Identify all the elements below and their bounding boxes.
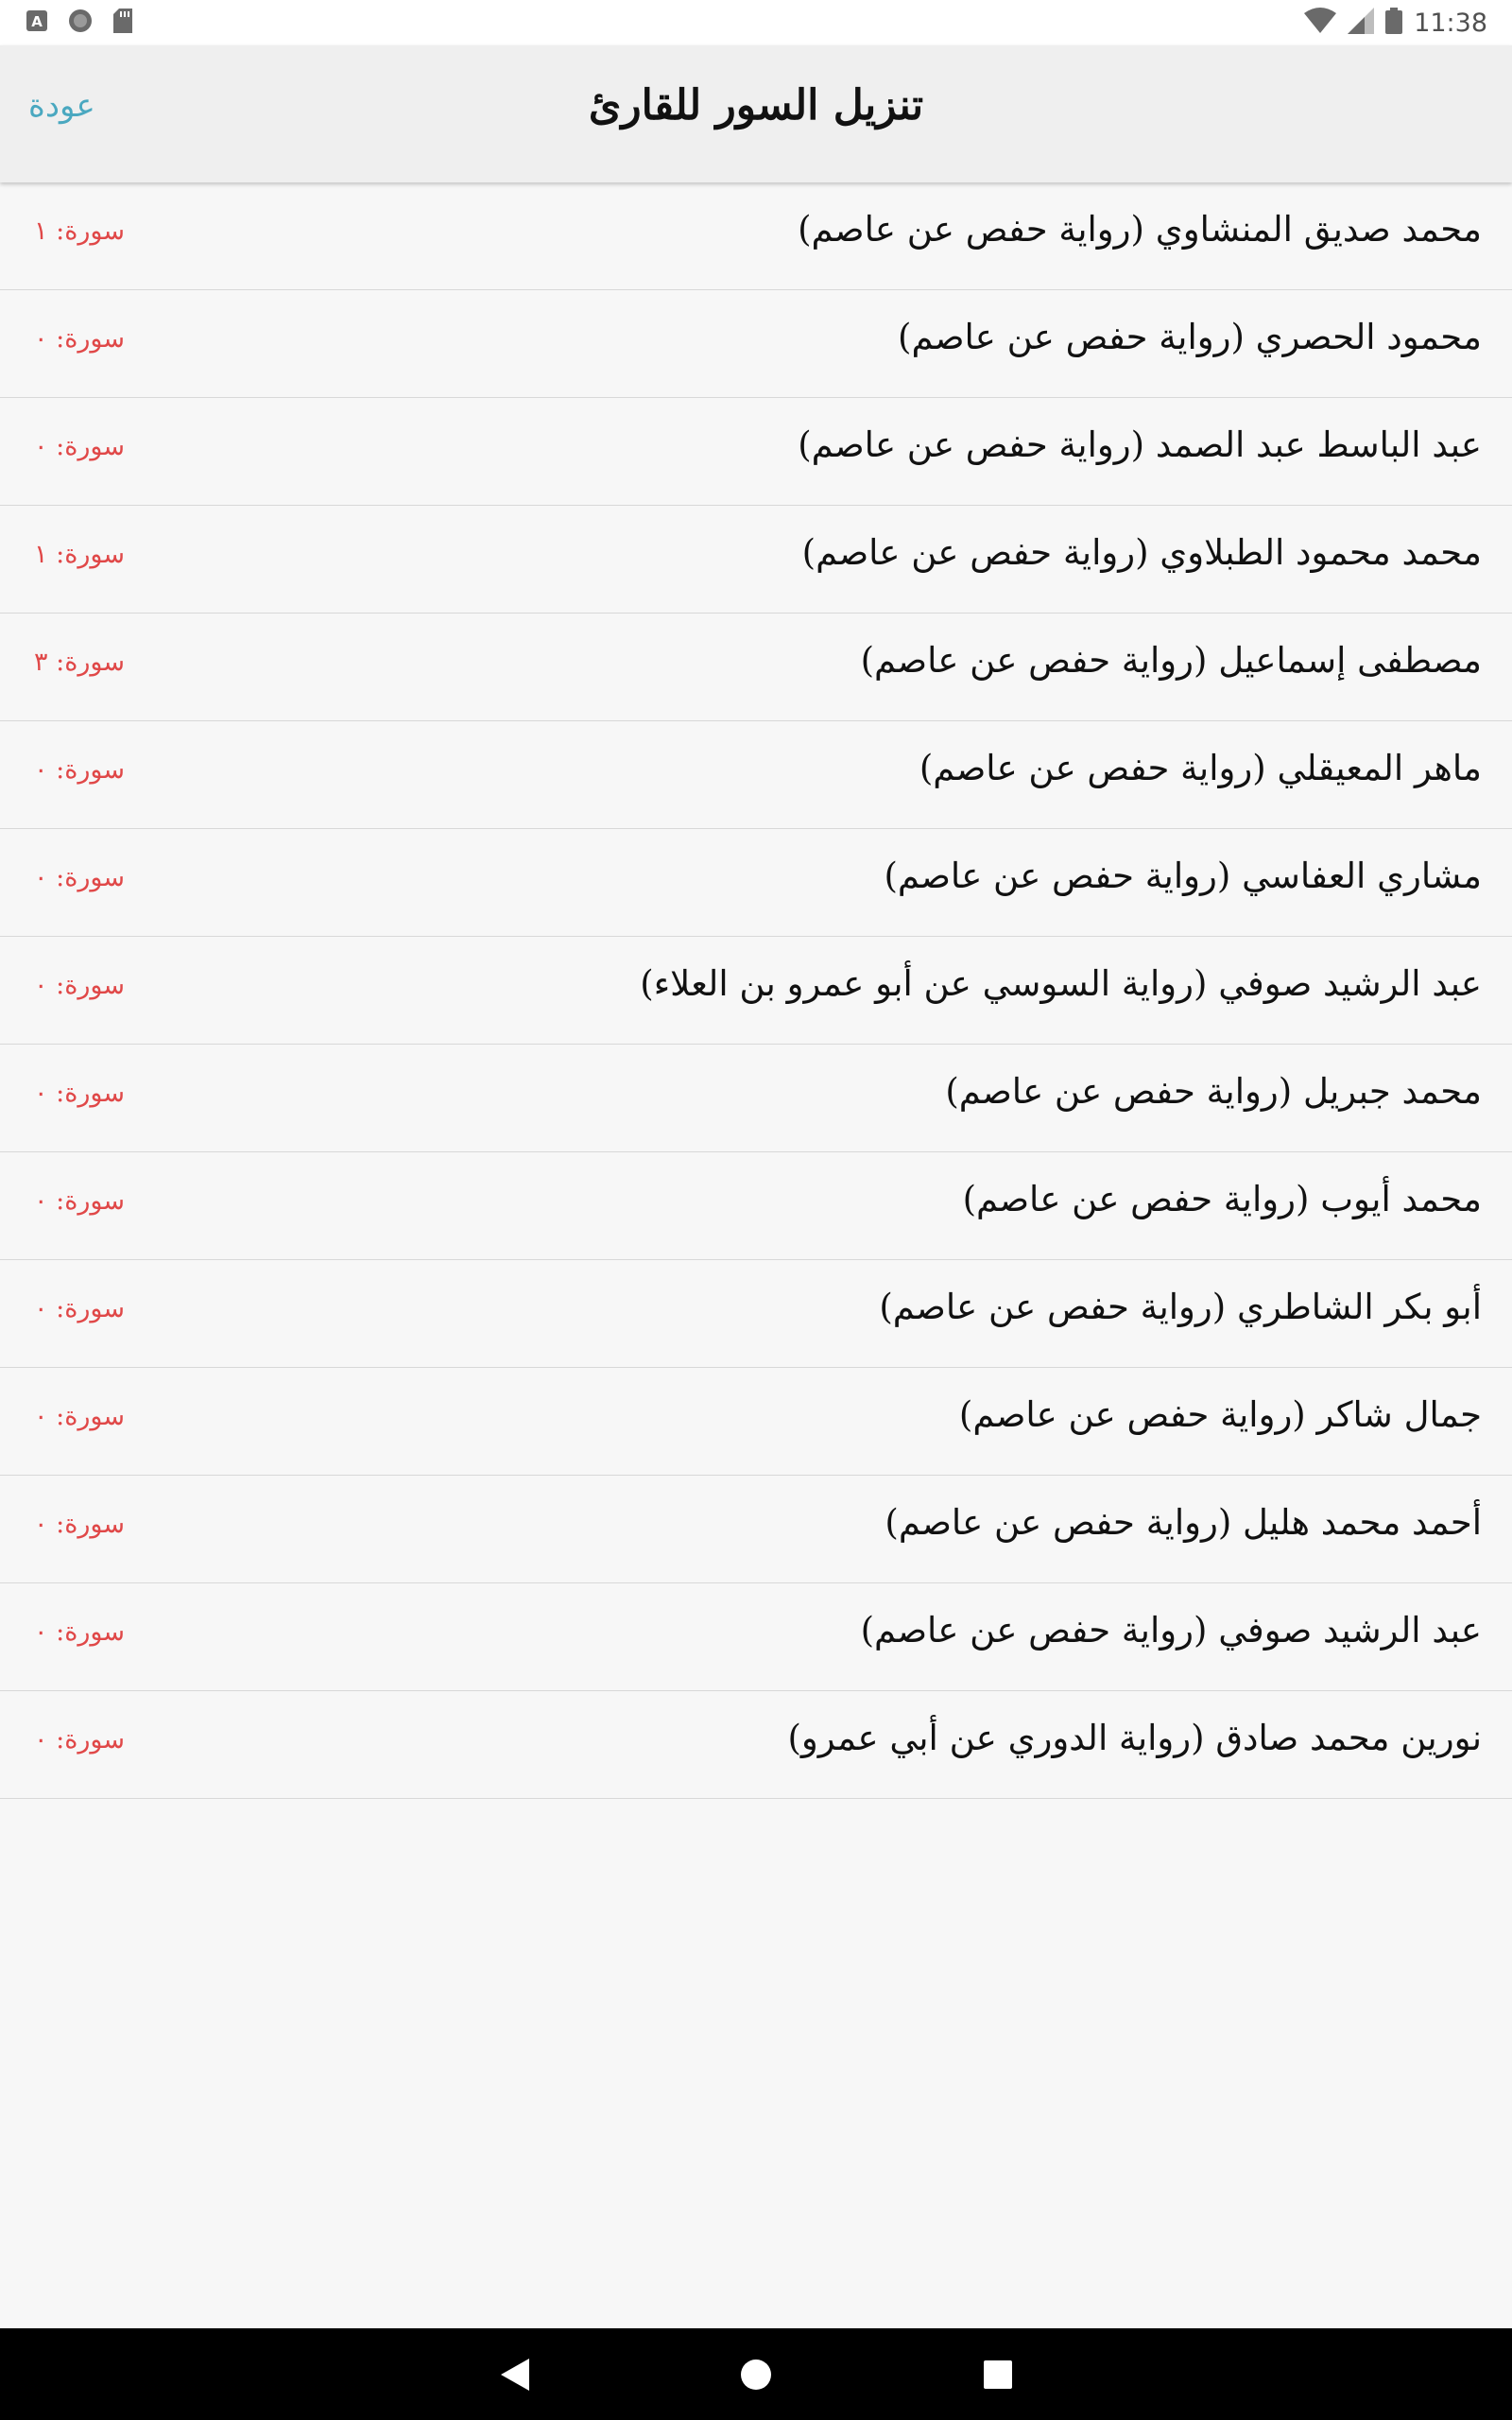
list-item[interactable] [0, 182, 1512, 290]
surah-count: سورة: ٣ [34, 648, 125, 677]
reciter-name: عبد الرشيد صوفي (رواية حفص عن عاصم) [860, 1610, 1482, 1651]
signal-icon [1348, 8, 1374, 38]
surah-count: سورة: ٠ [34, 1186, 125, 1216]
reciter-name: عبد الرشيد صوفي (رواية السوسي عن أبو عمرو بن العلاء) [640, 963, 1482, 1004]
surah-count: سورة: ٠ [34, 1079, 125, 1108]
app-bar [0, 45, 1512, 182]
list-item[interactable] [0, 1583, 1512, 1691]
list-item[interactable] [0, 721, 1512, 829]
surah-count: سورة: ٠ [34, 1617, 125, 1647]
list-item[interactable] [0, 1476, 1512, 1583]
record-icon [68, 9, 93, 37]
status-bar-notifications [26, 0, 132, 45]
surah-count: سورة: ٠ [34, 1725, 125, 1754]
list-item[interactable] [0, 614, 1512, 721]
surah-count: سورة: ٠ [34, 1294, 125, 1323]
list-item[interactable] [0, 506, 1512, 614]
reciter-name: أحمد محمد هليل (رواية حفص عن عاصم) [885, 1502, 1482, 1543]
status-bar-system [1304, 0, 1487, 45]
navigation-bar [0, 2328, 1512, 2420]
reciter-name: مشاري العفاسي (رواية حفص عن عاصم) [884, 856, 1482, 896]
reciter-name: جمال شاكر (رواية حفص عن عاصم) [958, 1394, 1482, 1435]
status-time: 11:38 [1414, 8, 1487, 38]
reciter-name: محمد صديق المنشاوي (رواية حفص عن عاصم) [798, 209, 1482, 250]
back-button[interactable]: عودة [28, 87, 95, 125]
reciter-name: عبد الباسط عبد الصمد (رواية حفص عن عاصم) [798, 424, 1482, 465]
list-item[interactable] [0, 1260, 1512, 1368]
recents-icon[interactable] [941, 2328, 1055, 2420]
list-item[interactable] [0, 1691, 1512, 1799]
reciter-name: محمد أيوب (رواية حفص عن عاصم) [962, 1179, 1482, 1219]
reciter-name: نورين محمد صادق (رواية الدوري عن أبي عمرو) [787, 1718, 1482, 1758]
home-icon[interactable] [699, 2328, 813, 2420]
surah-count: سورة: ٠ [34, 324, 125, 354]
reciter-name: مصطفى إسماعيل (رواية حفص عن عاصم) [860, 640, 1482, 681]
list-item[interactable] [0, 398, 1512, 506]
list-item[interactable] [0, 937, 1512, 1045]
list-item[interactable] [0, 829, 1512, 937]
surah-count: سورة: ٠ [34, 971, 125, 1000]
battery-icon [1385, 8, 1402, 38]
surah-count: سورة: ٠ [34, 755, 125, 785]
surah-count: سورة: ١ [34, 540, 125, 569]
back-icon[interactable] [458, 2328, 572, 2420]
surah-count: سورة: ١ [34, 216, 125, 246]
reciter-name: ماهر المعيقلي (رواية حفص عن عاصم) [919, 748, 1482, 788]
svg-text:A: A [31, 13, 43, 30]
reciter-list [0, 182, 1512, 1799]
list-item[interactable] [0, 1152, 1512, 1260]
list-item[interactable] [0, 1045, 1512, 1152]
surah-count: سورة: ٠ [34, 1510, 125, 1539]
list-item[interactable] [0, 290, 1512, 398]
reciter-name: محمود الحصري (رواية حفص عن عاصم) [898, 317, 1482, 357]
surah-count: سورة: ٠ [34, 432, 125, 461]
wifi-icon [1304, 8, 1336, 38]
reciter-name: محمد محمود الطبلاوي (رواية حفص عن عاصم) [801, 532, 1482, 573]
notification-a-icon [26, 10, 47, 35]
reciter-name: محمد جبريل (رواية حفص عن عاصم) [945, 1071, 1482, 1112]
surah-count: سورة: ٠ [34, 1402, 125, 1431]
status-bar [0, 0, 1512, 45]
surah-count: سورة: ٠ [34, 863, 125, 892]
reciter-name: أبو بكر الشاطري (رواية حفص عن عاصم) [879, 1287, 1482, 1327]
page-title: تنزيل السور للقارئ [588, 81, 924, 130]
sd-card-icon [113, 9, 132, 37]
list-item[interactable] [0, 1368, 1512, 1476]
